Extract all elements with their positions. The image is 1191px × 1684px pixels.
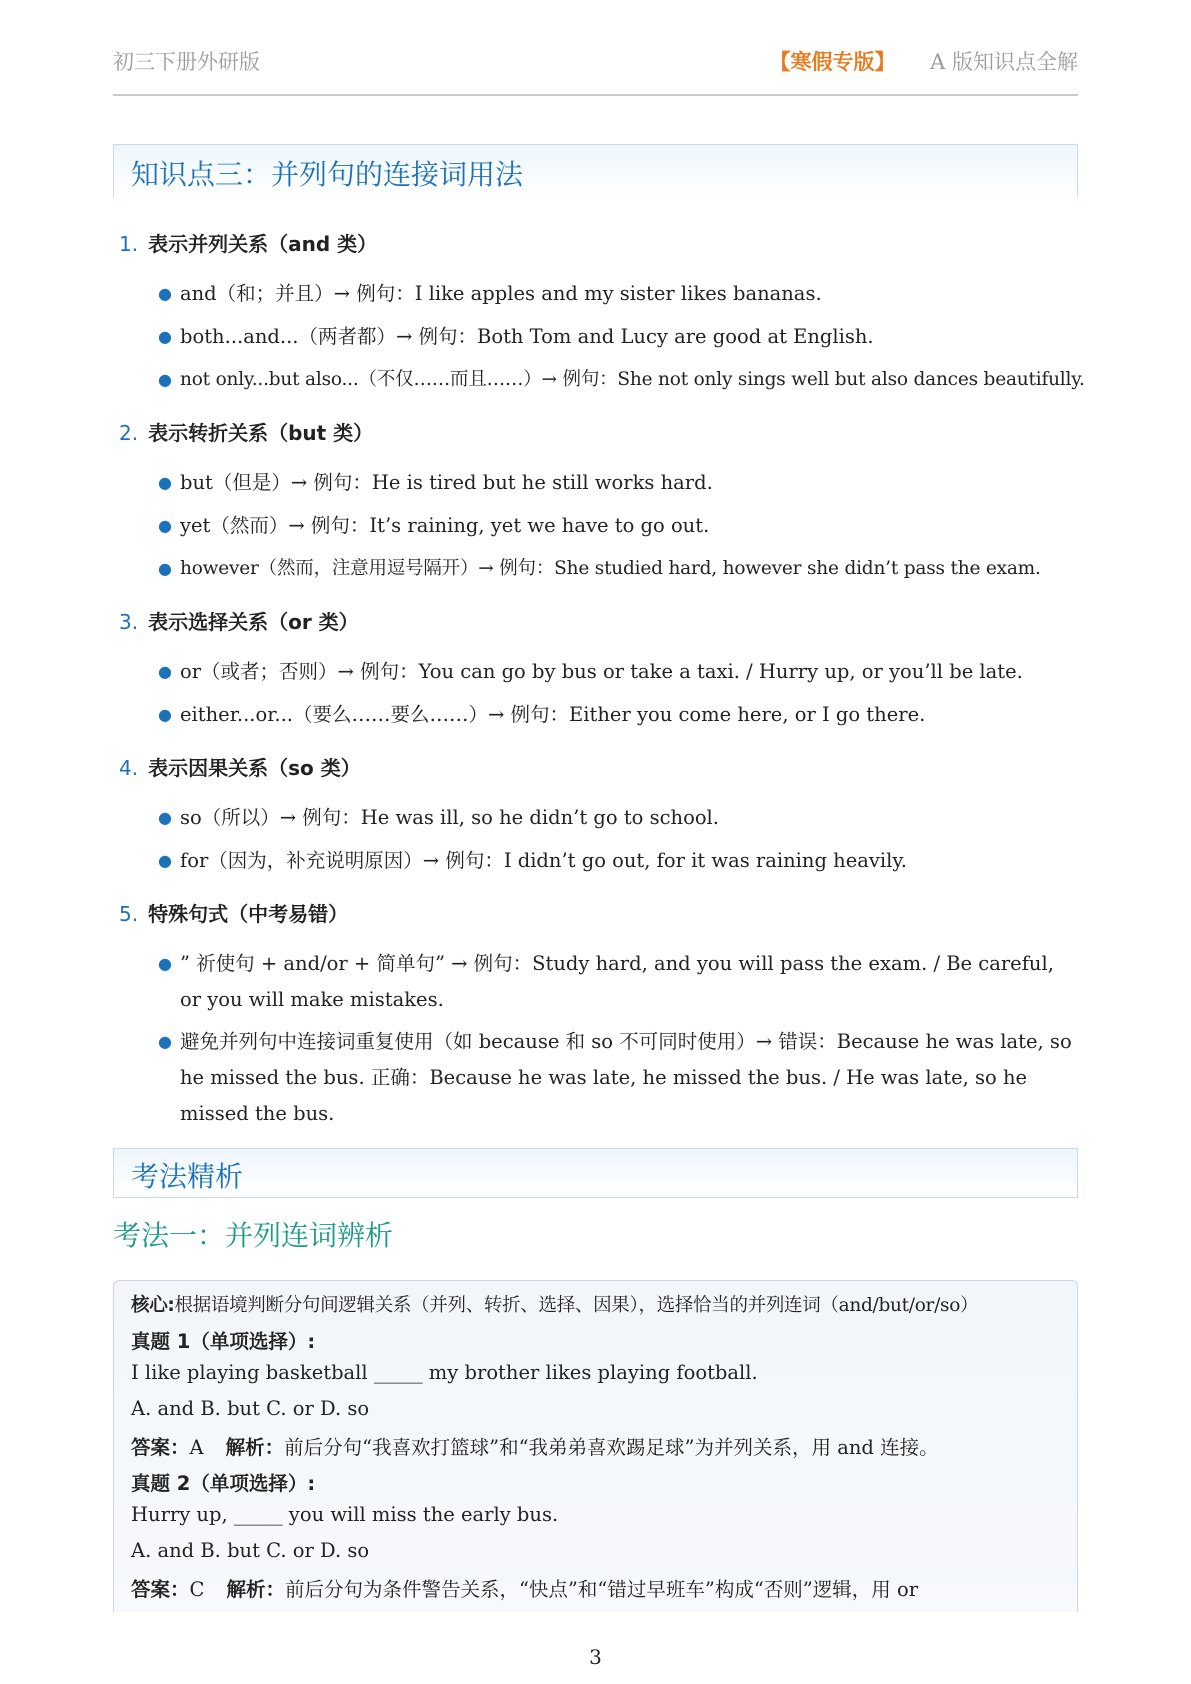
exam-question-box — [113, 1280, 1078, 1612]
list-item: ● and（和；并且）→ 例句：I like apples and my sister likes bananas. — [158, 276, 1078, 312]
group-number: 4. — [119, 756, 139, 780]
list-item: ● 避免并列句中连接词重复使用（如 because 和 so 不可同时使用）→ 错误：Because he was late, so he missed the bus. 正确：Because he was late, he missed the bus. / He was late, so he missed the bus. — [158, 1024, 1078, 1132]
question-2-text: Hurry up, _____ you will miss the early bus. — [131, 1503, 559, 1526]
bullet-icon: ● — [158, 954, 172, 973]
section-title: 知识点三：并列句的连接词用法 — [131, 158, 524, 191]
group-title: 表示选择关系（or 类） — [148, 610, 359, 634]
group-number: 2. — [119, 421, 139, 445]
header-right — [769, 46, 1078, 76]
header-book-title: 初三下册外研版 — [113, 50, 260, 74]
list-item: ● so（所以）→ 例句：He was ill, so he didn’t go to school. — [158, 800, 1078, 836]
group-title: 表示因果关系（so 类） — [148, 756, 361, 780]
list-item: ● yet（然而）→ 例句：It’s raining, yet we have to go out. — [158, 508, 1078, 544]
list-item: ● or（或者；否则）→ 例句：You can go by bus or take a taxi. / Hurry up, or you’ll be late. — [158, 654, 1078, 690]
group-number: 3. — [119, 610, 139, 634]
list-item: ● both...and...（两者都）→ 例句：Both Tom and Lucy are good at English. — [158, 319, 1078, 355]
group-heading — [119, 898, 348, 927]
section-title-box — [113, 144, 1078, 197]
group-title: 特殊句式（中考易错） — [148, 902, 349, 926]
core-line: 核心:根据语境判断分句间逻辑关系（并列、转折、选择、因果），选择恰当的并列连词（and/but/or/so） — [131, 1295, 979, 1316]
bullet-icon: ● — [158, 662, 172, 681]
group-number: 1. — [119, 232, 139, 256]
question-1-answer: 答案：A 解析：前后分句“我喜欢打篮球”和“我弟弟喜欢踢足球”为并列关系，用 and 连接。 — [131, 1436, 939, 1459]
list-item: ● however（然而，注意用逗号隔开）→ 例句：She studied hard, however she didn’t pass the exam. — [158, 551, 1078, 587]
bullet-icon: ● — [158, 327, 172, 346]
list-item: ● not only...but also...（不仅……而且……）→ 例句：She not only sings well but also dances beautifully. — [158, 362, 1078, 398]
list-item: ● for（因为，补充说明原因）→ 例句：I didn’t go out, for it was raining heavily. — [158, 843, 1078, 879]
bullet-icon: ● — [158, 284, 172, 303]
bullet-icon: ● — [158, 851, 172, 870]
page-number: 3 — [589, 1645, 602, 1669]
bullet-icon: ● — [158, 808, 172, 827]
group-heading — [119, 752, 361, 781]
bullet-icon: ● — [158, 516, 172, 535]
question-2-label: 真题 2（单项选择）: — [131, 1472, 316, 1495]
question-2-options: A. and B. but C. or D. so — [131, 1539, 370, 1562]
list-item: ● ” 祈使句 + and/or + 简单句” → 例句：Study hard, and you will pass the exam. / Be careful, or you will make mistakes. — [158, 946, 1078, 1018]
group-number: 5. — [119, 902, 139, 926]
list-item: ● but（但是）→ 例句：He is tired but he still works hard. — [158, 465, 1078, 501]
header-badge: 【寒假专版】 — [769, 50, 896, 74]
page-header — [113, 46, 1078, 96]
bullet-icon: ● — [158, 370, 172, 389]
question-1-text: I like playing basketball _____ my brother likes playing football. — [131, 1361, 758, 1384]
bullet-icon: ● — [158, 559, 172, 578]
method-title: 考法一：并列连词辨析 — [113, 1219, 394, 1252]
bullet-icon: ● — [158, 1032, 172, 1051]
list-item: ● either...or...（要么……要么……）→ 例句：Either you come here, or I go there. — [158, 697, 1078, 733]
group-heading — [119, 606, 359, 635]
question-1-label: 真题 1（单项选择）: — [131, 1330, 316, 1353]
group-heading — [119, 228, 377, 257]
bullet-icon: ● — [158, 473, 172, 492]
header-subtitle: A 版知识点全解 — [930, 50, 1078, 74]
section-title: 考法精析 — [131, 1160, 244, 1193]
group-title: 表示转折关系（but 类） — [148, 421, 374, 445]
question-2-answer: 答案：C 解析：前后分句为条件警告关系，“快点”和“错过早班车”构成“否则”逻辑，用 or — [131, 1578, 919, 1601]
question-1-options: A. and B. but C. or D. so — [131, 1397, 370, 1420]
group-title: 表示并列关系（and 类） — [148, 232, 378, 256]
bullet-icon: ● — [158, 705, 172, 724]
group-heading — [119, 417, 373, 446]
section-title-box — [113, 1148, 1078, 1198]
